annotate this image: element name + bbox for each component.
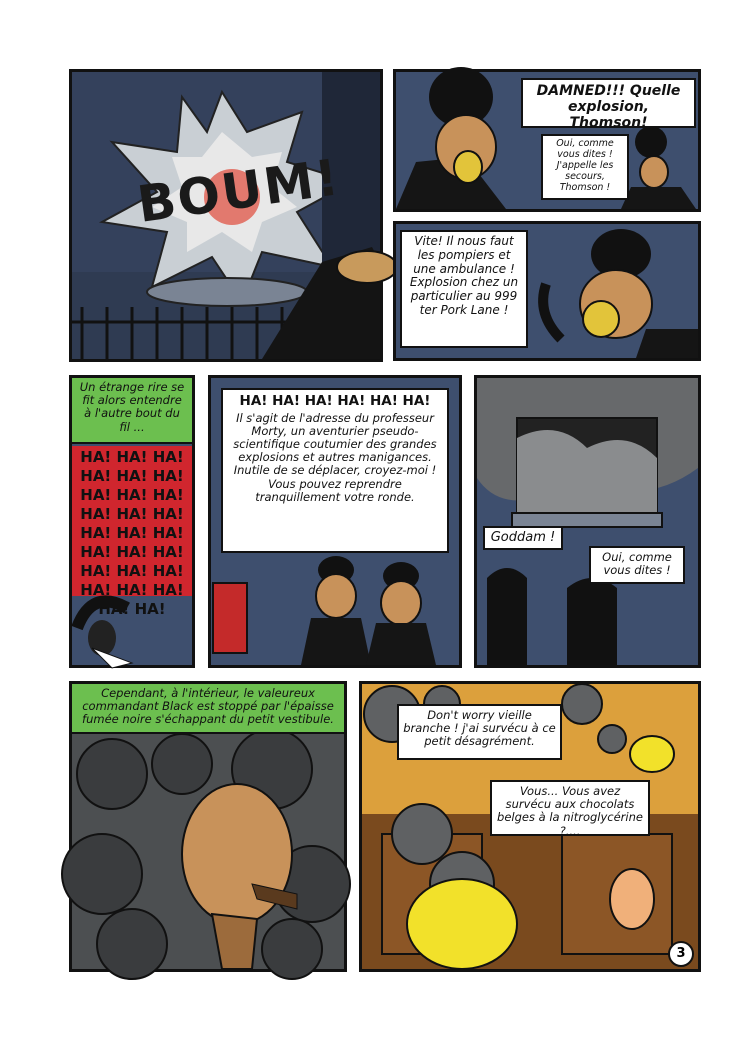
panel-explosion [69, 69, 383, 362]
speech-bubble-dont-worry: Don't worry vieille branche ! j'ai survécu à ce petit désagrément. [397, 704, 562, 760]
panel-smoking-window [474, 375, 701, 668]
panel-morty-phone [208, 375, 462, 668]
speech-bubble-goddam: Goddam ! [483, 526, 563, 550]
speech-bubble-emergency: Vite! Il nous faut les pompiers et une ambulance ! Explosion chez un particulier au 999 ter Pork Lane ! [400, 230, 528, 348]
smoke-window-scene [477, 378, 698, 665]
panel-policeman-shocked [393, 69, 701, 212]
phone-receiver [72, 568, 192, 668]
caption-commander-black: Cependant, à l'intérieur, le valeureux commandant Black est stoppé par l'épaisse fumée noire s'échappant du petit vestibule. [72, 684, 344, 734]
speech-bubble-survived: Vous... Vous avez survécu aux chocolats belges à la nitroglycérine ?.... [490, 780, 650, 836]
panel-policeman-phone [393, 221, 701, 361]
boum-sound-effect: BOUM! [133, 148, 344, 234]
panel-laughing-phone [69, 375, 195, 668]
speech-bubble-reply: Oui, comme vous dites ! J'appelle les secours, Thomson ! [541, 134, 629, 200]
morty-laugh-title: HA! HA! HA! HA! HA! HA! [239, 393, 431, 409]
caption-strange-laugh: Un étrange rire se fit alors entendre à l'autre bout du fil ... [72, 378, 192, 444]
panel-commander-smoke [69, 681, 347, 972]
laugh-text: HA! HA! HA! HA! HA! HA! HA! HA! HA! HA! HA! HA! HA! HA! HA! HA! HA! HA! HA! HA! HA! HA! HA! HA! HA! HA! [80, 448, 184, 618]
page-number: 3 [668, 941, 694, 967]
morty-message: Il s'agit de l'adresse du professeur Morty, un aventurier pseudo-scientifique coutumier des grandes explosions et autres manigances. Inutile de se déplacer, croyez-moi ! Vous pouvez reprendre tranquillement votre ronde. [233, 410, 437, 504]
speech-bubble-comme-vous-dites: Oui, comme vous dites ! [589, 546, 685, 584]
speech-bubble-damned: DAMNED!!! Quelle explosion, Thomson! [521, 78, 696, 128]
panel-interior [359, 681, 701, 972]
speech-bubble-morty [221, 388, 449, 553]
